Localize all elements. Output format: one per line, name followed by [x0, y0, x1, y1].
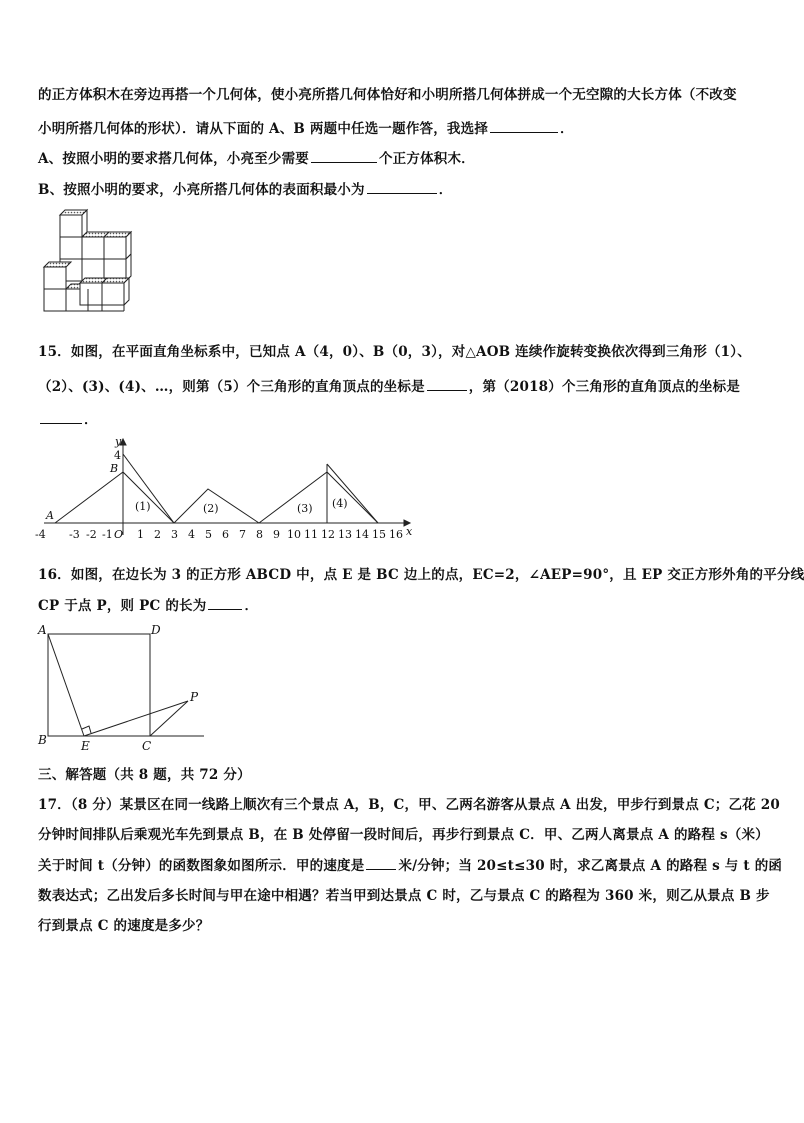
tick-12: 12 — [321, 528, 335, 541]
label-p: P — [190, 690, 199, 704]
cube-stack-figure — [40, 205, 140, 325]
q17-line-2: 分钟时间排队后乘观光车先到景点 B，在 B 处停留一段时间后，再步行到景点 C．甲、乙两人离景点 A 的路程 s（米） — [38, 827, 769, 843]
tick-4: 4 — [188, 528, 195, 541]
q14-option-b-end: ． — [438, 182, 453, 198]
tick-16: 16 — [389, 528, 403, 541]
q16-line-2 — [38, 594, 258, 614]
q17-answer-blank[interactable] — [366, 868, 396, 870]
q15-answer-blank-1[interactable] — [427, 389, 467, 391]
label-c: C — [142, 739, 152, 753]
point-a-label: A — [46, 509, 54, 522]
q17-line-3-text: 关于时间 t（分钟）的函数图象如图所示．甲的速度是 — [38, 858, 365, 874]
tick-11: 11 — [304, 528, 318, 541]
label-b: B — [38, 733, 47, 747]
tick-neg4: -4 — [35, 528, 46, 541]
tick-1: 1 — [137, 528, 144, 541]
label-d: D — [151, 623, 161, 637]
label-e: E — [81, 739, 90, 753]
triangle-2-label: (2) — [203, 502, 219, 515]
segment-ae — [48, 634, 84, 736]
label-a: A — [38, 623, 47, 637]
q15-line-3 — [38, 408, 98, 428]
segment-cp — [150, 701, 188, 736]
q14-option-a-text: A、按照小明的要求搭几何体，小亮至少需要 — [38, 151, 309, 167]
tick-13: 13 — [338, 528, 352, 541]
q14-option-a-blank[interactable] — [311, 161, 377, 163]
y-axis-label: y — [115, 435, 122, 448]
q14-answer-blank[interactable] — [490, 131, 558, 133]
tick-5: 5 — [205, 528, 212, 541]
triangle-3-label: (3) — [297, 502, 313, 515]
triangle-3 — [259, 472, 327, 523]
tick-neg2: -2 — [86, 528, 97, 541]
square-abcd — [48, 634, 150, 736]
right-angle-mark — [82, 726, 91, 733]
tick-neg1: -1 — [102, 528, 113, 541]
tick-6: 6 — [222, 528, 229, 541]
segment-ep — [84, 701, 188, 736]
q14-option-b-blank[interactable] — [367, 192, 437, 194]
triangle-4-hyp — [327, 464, 378, 523]
tick-14: 14 — [355, 528, 369, 541]
q14-option-a-end: 个正方体积木． — [378, 151, 475, 167]
q16-line-1: 16．如图，在边长为 3 的正方形 ABCD 中，点 E 是 BC 边上的点，EC=2，∠AEP=90°，且 EP 交正方形外角的平分线 — [38, 567, 804, 583]
rotation-figure — [35, 435, 418, 547]
tick-3: 3 — [171, 528, 178, 541]
q14-option-a — [38, 147, 475, 167]
q15-answer-blank-2[interactable] — [40, 422, 82, 424]
q16-line-2-text: CP 于点 P，则 PC 的长为 — [38, 598, 207, 614]
q14-line-2-end: ． — [560, 121, 574, 137]
tick-2: 2 — [154, 528, 161, 541]
section-3-heading: 三、解答题（共 8 题，共 72 分） — [38, 767, 251, 783]
q17-line-4: 数表达式；乙出发后多长时间与甲在途中相遇？若当甲到达景点 C 时，乙与景点 C 的路程为 360 米，则乙从景点 B 步 — [38, 888, 770, 904]
q16-answer-blank[interactable] — [208, 608, 242, 610]
q15-line-2 — [38, 375, 740, 395]
q15-line-1: 15．如图，在平面直角坐标系中，已知点 A（4，0）、B（0，3），对△AOB 连续作旋转变换依次得到三角形（1）、 — [38, 344, 751, 360]
tick-8: 8 — [256, 528, 263, 541]
tick-7: 7 — [239, 528, 246, 541]
x-axis-label: x — [406, 525, 413, 538]
y-tick-4: 4 — [114, 449, 121, 462]
square-figure — [36, 622, 216, 752]
q14-option-b-text: B、按照小明的要求，小亮所搭几何体的表面积最小为 — [38, 182, 365, 198]
q17-line-3 — [38, 854, 782, 874]
q17-line-5: 行到景点 C 的速度是多少？ — [38, 918, 210, 934]
tick-10: 10 — [287, 528, 301, 541]
q16-line-2-end: ． — [244, 598, 259, 614]
triangle-1-label: (1) — [135, 500, 151, 513]
tick-9: 9 — [273, 528, 280, 541]
tick-neg3: -3 — [69, 528, 80, 541]
origin-label: O — [114, 528, 124, 541]
q14-line-2 — [38, 117, 574, 137]
q15-line-2-mid: ，第（2018）个三角形的直角顶点的坐标是 — [468, 379, 741, 395]
point-b-label: B — [110, 462, 119, 475]
q14-line-1: 的正方体积木在旁边再搭一个几何体，使小亮所搭几何体恰好和小明所搭几何体拼成一个无空隙的大长方体（不改变 — [38, 87, 737, 103]
q15-line-2-text: （2）、(3)、(4)、…，则第（5）个三角形的直角顶点的坐标是 — [38, 379, 425, 395]
q14-line-2-text: 小明所搭几何体的形状）．请从下面的 A、B 两题中任选一题作答，我选择 — [38, 121, 489, 137]
triangle-aob — [55, 472, 123, 523]
q17-line-3-end: 米/分钟；当 20≤t≤30 时，求乙离景点 A 的路程 s 与 t 的函 — [398, 858, 783, 874]
triangle-4-label: (4) — [332, 497, 348, 510]
q15-line-3-end: ． — [84, 412, 98, 428]
tick-15: 15 — [372, 528, 386, 541]
q14-option-b — [38, 178, 452, 198]
q17-line-1: 17．（8 分）某景区在同一线路上顺次有三个景点 A，B，C，甲、乙两名游客从景点 A 出发，甲步行到景点 C；乙花 20 — [38, 797, 780, 813]
